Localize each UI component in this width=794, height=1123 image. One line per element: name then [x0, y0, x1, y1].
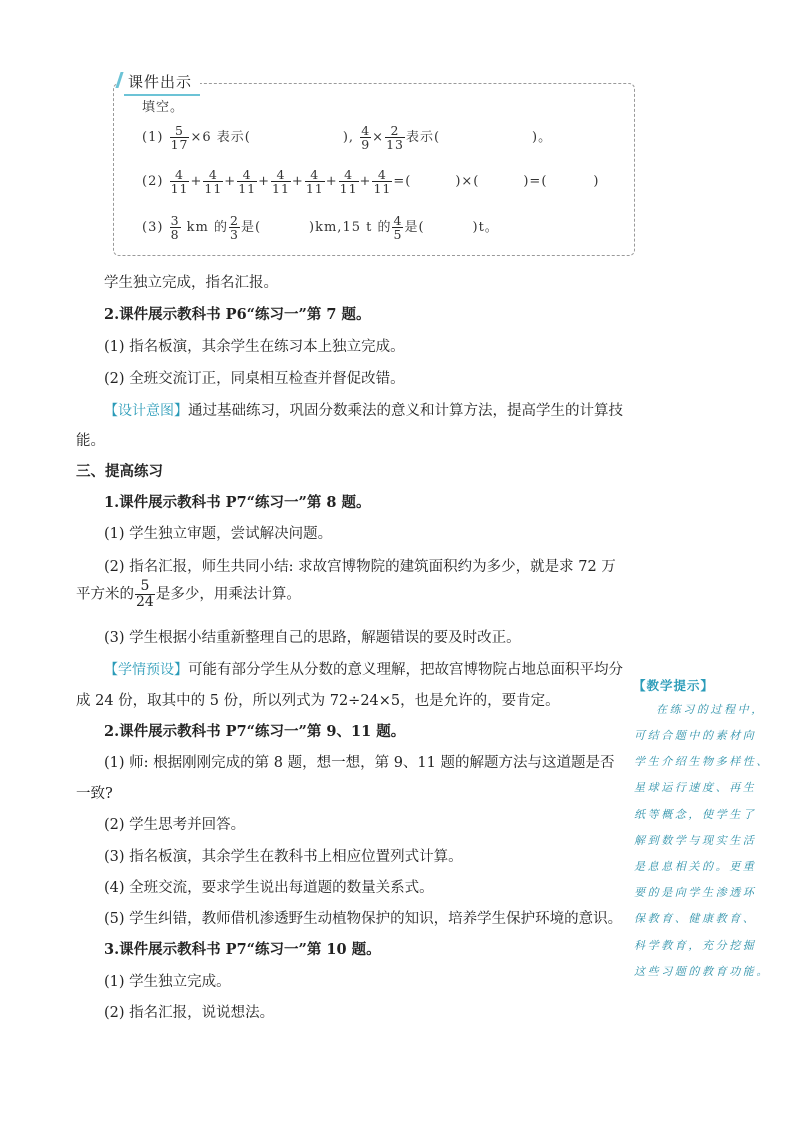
fraction: $\frac{2}{13}$	[386, 123, 404, 152]
paragraph: 学生独立完成，指名汇报。	[104, 275, 278, 291]
fraction: $\frac{5}{17}$	[170, 123, 189, 152]
fraction: $\frac{4}{11}$	[305, 167, 324, 196]
paragraph: (4) 全班交流，要求学生说出每道题的数量关系式。	[104, 880, 434, 896]
fraction: $\frac{4}{9}$	[361, 123, 371, 152]
learning-prediction: 【学情预设】可能有部分学生从分数的意义理解，把故宫博物院占地总面积平均分	[104, 662, 623, 678]
fraction: $\frac{4}{11}$	[373, 167, 392, 196]
fraction: $\frac{3}{8}$	[170, 213, 180, 242]
teaching-tip-line: 要的是向学生渗透环	[634, 886, 757, 899]
fraction: $\frac{4}{11}$	[170, 167, 189, 196]
fraction: $\frac{5}{24}$	[136, 578, 154, 610]
paragraph: (3) 学生根据小结重新整理自己的思路，解题错误的要及时改正。	[104, 630, 521, 646]
item-heading: 3.课件展示教科书 P7“练习一”第 10 题。	[104, 941, 381, 958]
item-heading: 1.课件展示教科书 P7“练习一”第 8 题。	[104, 494, 371, 511]
item-heading: 2.课件展示教科书 P7“练习一”第 9、11 题。	[104, 723, 406, 740]
teaching-tip-line: 保教育、健康教育、	[634, 912, 757, 925]
question-1: (1) $\frac{5}{17}$ ×6 表示( ), $\frac{4}{9}$ × $\frac{2}{13}$ 表示( )。	[142, 123, 553, 152]
fraction: $\frac{4}{11}$	[272, 167, 290, 196]
fraction: $\frac{4}{5}$	[393, 213, 403, 242]
paragraph: (2) 指名汇报，师生共同小结: 求故宫博物院的建筑面积约为多少，就是求 72 万	[104, 559, 616, 575]
paragraph-continuation: 一致?	[76, 786, 113, 802]
design-intent-tag: 【设计意图】	[104, 403, 188, 419]
paragraph: (1) 师: 根据刚刚完成的第 8 题，想一想，第 9、11 题的解题方法与这道题是否	[104, 755, 615, 771]
question-3: (3) $\frac{3}{8}$ km 的 $\frac{2}{3}$ 是( )km,15 t 的 $\frac{4}{5}$ 是( )t。	[142, 213, 499, 242]
paragraph: (2) 指名汇报，说说想法。	[104, 1005, 275, 1021]
teaching-tip-title: 【教学提示】	[633, 678, 715, 693]
section-heading: 三、提高练习	[76, 463, 163, 480]
teaching-tip-line: 科学教育，充分挖掘	[634, 939, 757, 952]
item-heading: 2.课件展示教科书 P6“练习一”第 7 题。	[104, 306, 371, 323]
teaching-tip-line: 可结合题中的素材向	[634, 729, 757, 742]
design-intent: 【设计意图】通过基础练习，巩固分数乘法的意义和计算方法，提高学生的计算技	[104, 403, 623, 419]
fill-blank-instruction: 填空。	[142, 100, 185, 115]
paragraph: (3) 指名板演，其余学生在教科书上相应位置列式计算。	[104, 849, 463, 865]
teaching-tip-line: 解到数学与现实生活	[634, 834, 757, 847]
paragraph-continuation: 成 24 份，取其中的 5 份，所以列式为 72÷24×5，也是允许的，要肯定。	[76, 693, 560, 709]
fraction: $\frac{4}{11}$	[339, 167, 358, 196]
fraction: $\frac{2}{3}$	[230, 213, 239, 242]
teaching-tip-line: 星球运行速度、再生	[634, 781, 757, 794]
teaching-tip-line: 纸等概念，使学生了	[634, 808, 757, 821]
fraction: $\frac{4}{11}$	[238, 167, 257, 196]
learning-prediction-tag: 【学情预设】	[104, 662, 188, 678]
paragraph: (1) 学生独立完成。	[104, 974, 231, 990]
courseware-label: 课件出示	[118, 69, 200, 94]
teaching-tip-line: 这些习题的教育功能。	[634, 965, 770, 978]
fraction: $\frac{4}{11}$	[204, 167, 223, 196]
teaching-tip-line: 学生介绍生物多样性、	[634, 755, 770, 768]
teaching-tip-line: 是息息相关的。更重	[634, 860, 757, 873]
paragraph: (1) 指名板演，其余学生在练习本上独立完成。	[104, 339, 405, 355]
question-2: (2) $\frac{4}{11}$ + $\frac{4}{11}$ + $\frac{4}{11}$ + $\frac{4}{11}$ + $\frac{4}{11}$ + $\frac{4}{11}$ + $\frac{4}{11}$ =( )×( )=( )	[142, 167, 600, 196]
paragraph-continuation: 平方米的 $\frac{5}{24}$ 是多少，用乘法计算。	[76, 578, 301, 610]
paragraph: (5) 学生纠错，教师借机渗透野生动植物保护的知识，培养学生保护环境的意识。	[104, 911, 623, 927]
paragraph-continuation: 能。	[76, 433, 105, 449]
teaching-tip-line: 在练习的过程中，	[656, 703, 765, 716]
paragraph: (2) 学生思考并回答。	[104, 817, 246, 833]
paragraph: (2) 全班交流订正，同桌相互检查并督促改错。	[104, 371, 405, 387]
paragraph: (1) 学生独立审题，尝试解决问题。	[104, 526, 333, 542]
